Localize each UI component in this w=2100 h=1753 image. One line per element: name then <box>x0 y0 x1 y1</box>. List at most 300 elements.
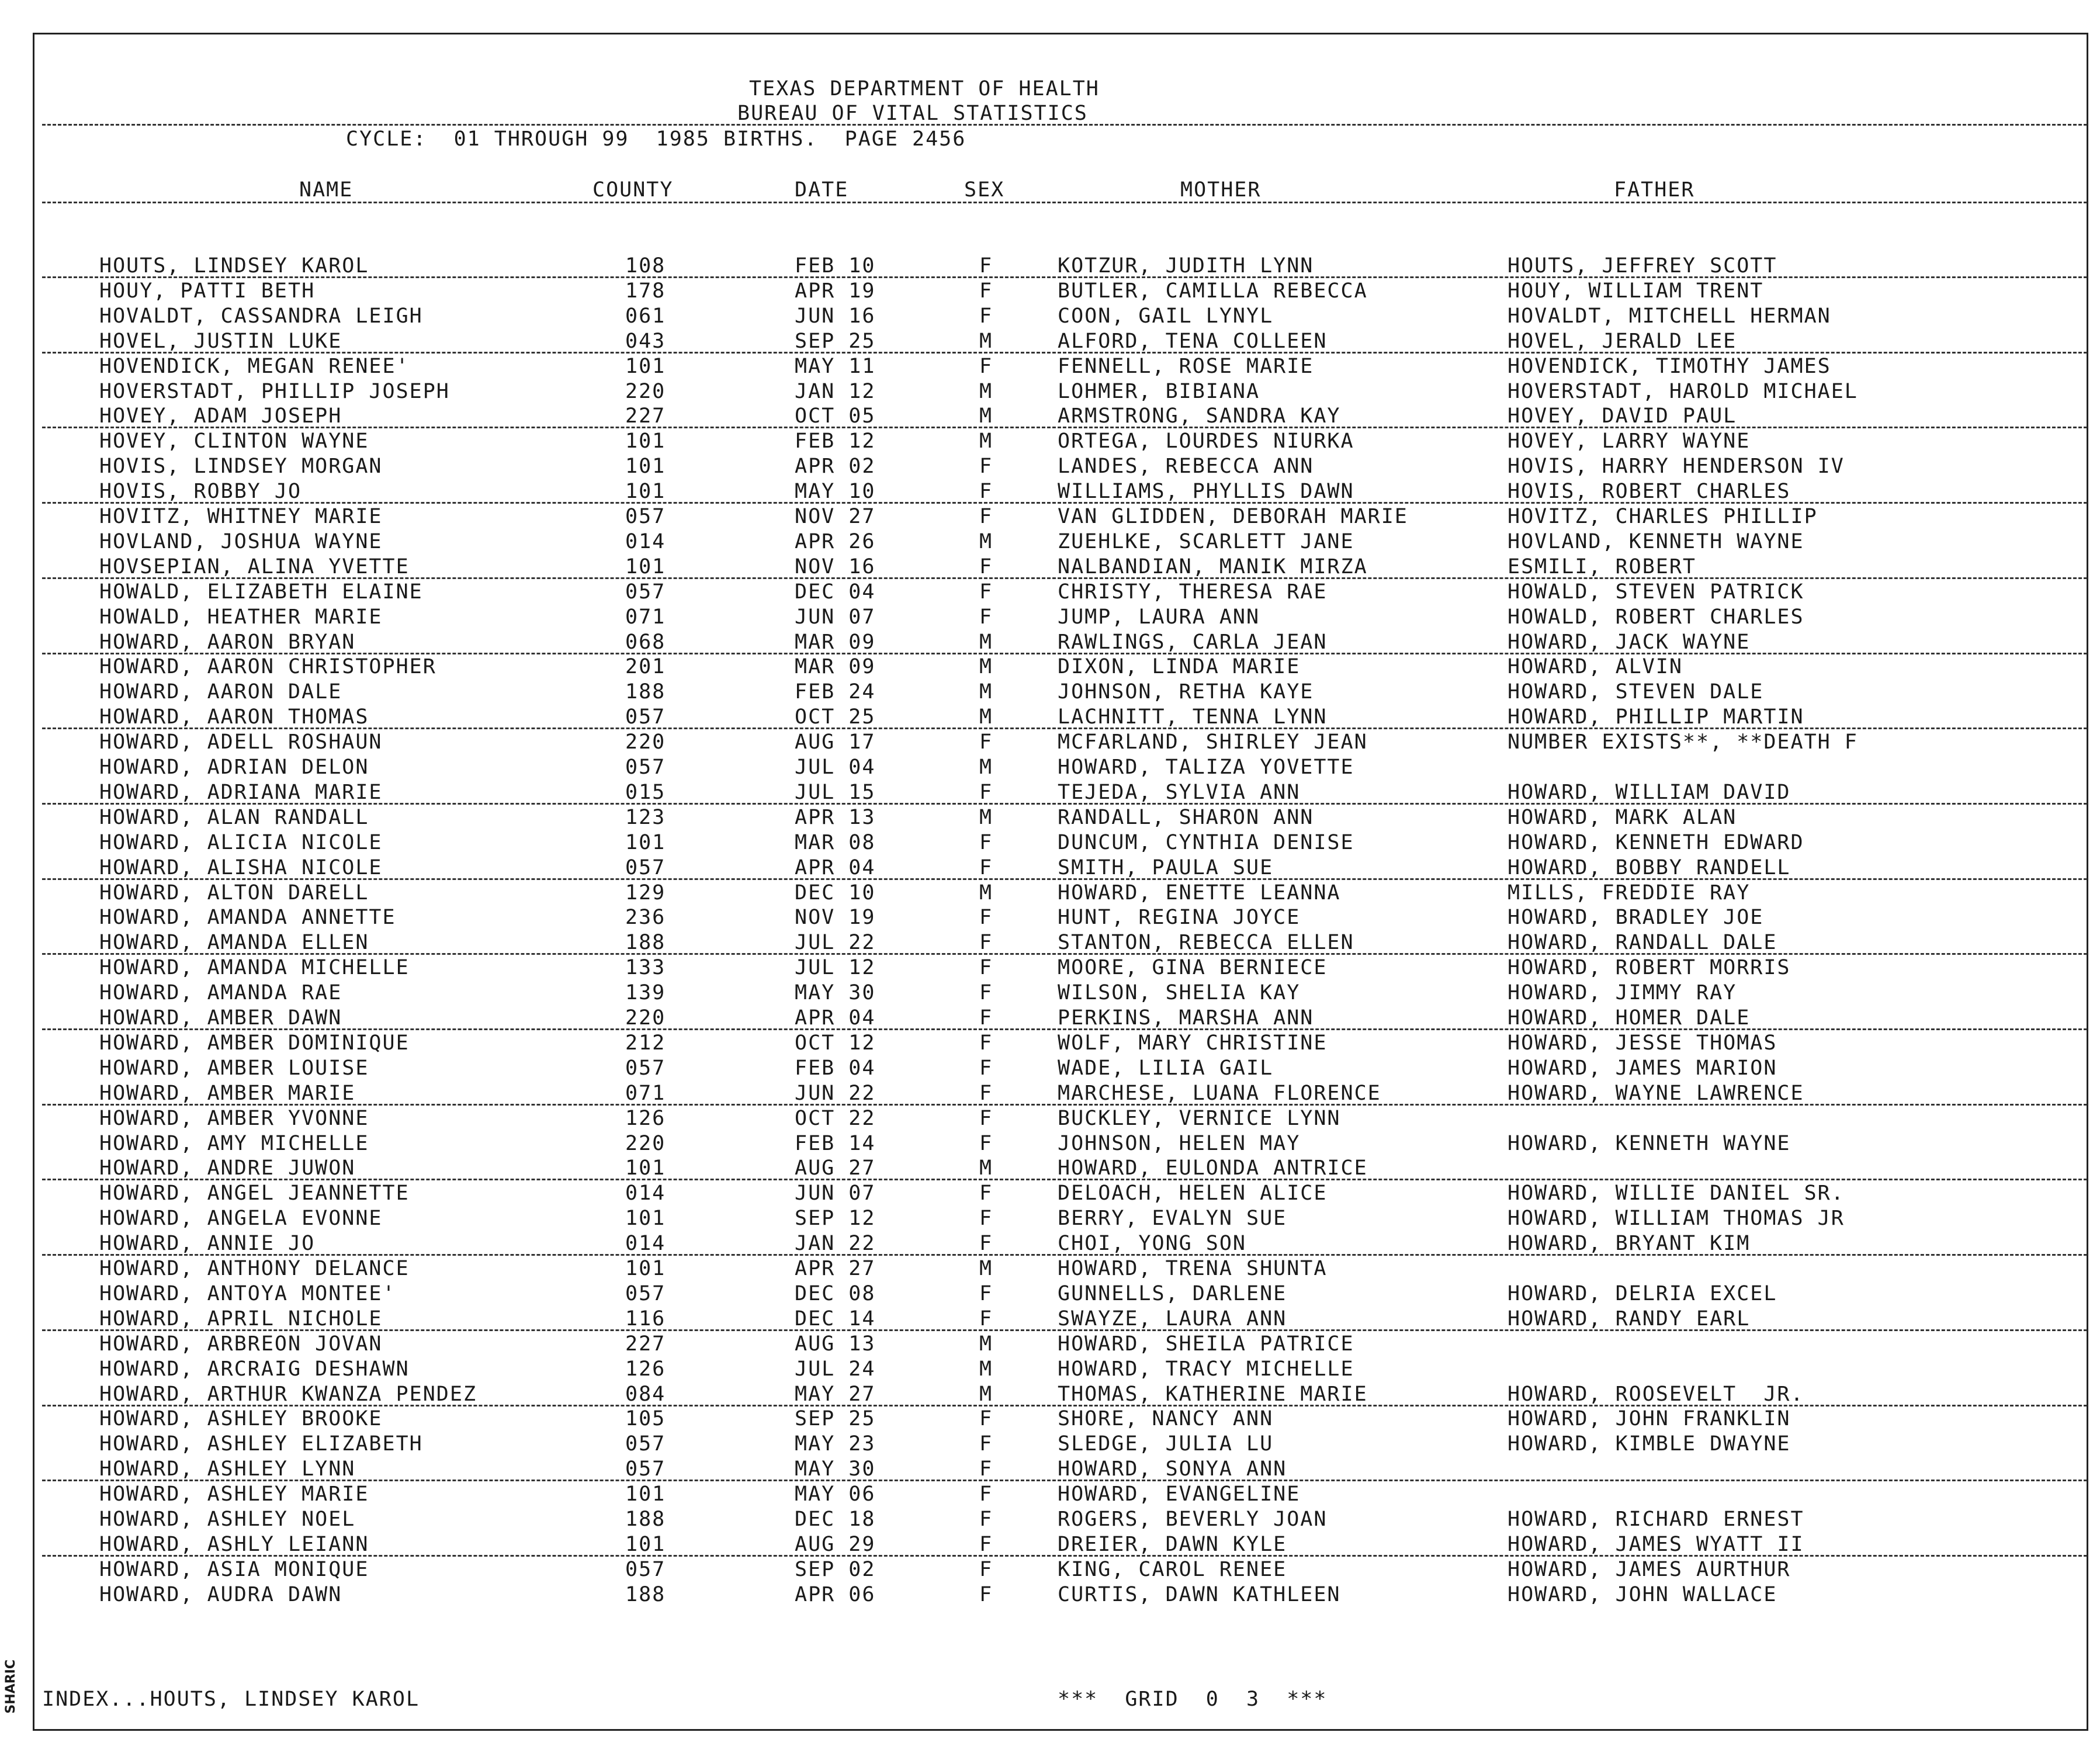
cell-mother: MOORE, GINA BERNIECE <box>1058 956 1328 980</box>
cell-date: MAY 11 <box>795 354 876 378</box>
cell-name: HOWARD, APRIL NICHOLE <box>99 1307 383 1331</box>
cell-county: 071 <box>625 605 666 629</box>
cell-county: 188 <box>625 931 666 955</box>
cell-mother: TEJEDA, SYLVIA ANN <box>1058 780 1301 804</box>
cell-mother: VAN GLIDDEN, DEBORAH MARIE <box>1058 505 1408 528</box>
cell-county: 101 <box>625 455 666 479</box>
cell-mother: WOLF, MARY CHRISTINE <box>1058 1031 1328 1055</box>
cell-name: HOVITZ, WHITNEY MARIE <box>99 505 383 528</box>
cell-sex: F <box>979 981 993 1005</box>
cell-county: 108 <box>625 254 666 278</box>
table-row <box>0 956 2100 981</box>
cell-sex: F <box>979 254 993 278</box>
cell-date: JUL 04 <box>795 756 876 779</box>
table-row <box>0 555 2100 580</box>
cell-sex: F <box>979 580 993 604</box>
cell-father: HOWARD, MARK ALAN <box>1508 805 1737 829</box>
cell-father: NUMBER EXISTS**, **DEATH F <box>1508 730 1858 754</box>
table-row <box>0 1282 2100 1307</box>
cell-county: 061 <box>625 304 666 328</box>
cell-mother: HOWARD, SHEILA PATRICE <box>1058 1332 1354 1356</box>
cell-mother: WILSON, SHELIA KAY <box>1058 981 1301 1005</box>
cell-county: 057 <box>625 1056 666 1080</box>
cell-mother: ARMSTRONG, SANDRA KAY <box>1058 404 1341 428</box>
column-header-rule <box>42 202 2087 203</box>
cell-mother: HOWARD, SONYA ANN <box>1058 1457 1287 1481</box>
cell-name: HOWARD, ALTON DARELL <box>99 881 369 905</box>
cell-sex: F <box>979 1407 993 1431</box>
cell-date: JUN 07 <box>795 1182 876 1205</box>
cell-name: HOWARD, ANGELA EVONNE <box>99 1207 383 1231</box>
cell-name: HOVENDICK, MEGAN RENEE' <box>99 354 410 378</box>
cell-father: HOWARD, RICHARD ERNEST <box>1508 1508 1804 1531</box>
cell-mother: ROGERS, BEVERLY JOAN <box>1058 1508 1328 1531</box>
table-row <box>0 404 2100 429</box>
agency-title: TEXAS DEPARTMENT OF HEALTH <box>749 77 1100 101</box>
cell-date: JUL 22 <box>795 931 876 955</box>
cycle-line: CYCLE: 01 THROUGH 99 1985 BIRTHS. PAGE 2456 <box>346 127 966 151</box>
cell-sex: M <box>979 529 993 553</box>
cell-date: NOV 16 <box>795 555 876 578</box>
cell-date: DEC 08 <box>795 1281 876 1305</box>
cell-date: AUG 13 <box>795 1332 876 1356</box>
cell-mother: HOWARD, TALIZA YOVETTE <box>1058 756 1354 779</box>
cell-name: HOVEL, JUSTIN LUKE <box>99 329 342 353</box>
cell-mother: KING, CAROL RENEE <box>1058 1557 1287 1581</box>
table-row <box>0 1056 2100 1082</box>
cell-name: HOWARD, ASHLY LEIANN <box>99 1532 369 1556</box>
cell-name: HOWARD, ANDRE JUWON <box>99 1156 356 1180</box>
cell-father: HOVIS, ROBERT CHARLES <box>1508 480 1791 504</box>
cell-father: HOWARD, JAMES AURTHUR <box>1508 1557 1791 1581</box>
cell-date: MAY 30 <box>795 1457 876 1481</box>
cell-county: 212 <box>625 1031 666 1055</box>
table-row <box>0 455 2100 480</box>
cell-date: JUN 22 <box>795 1081 876 1105</box>
cell-name: HOWARD, ALAN RANDALL <box>99 805 369 829</box>
cell-county: 101 <box>625 830 666 854</box>
cell-date: DEC 18 <box>795 1508 876 1531</box>
cell-name: HOWARD, ASHLEY BROOKE <box>99 1407 383 1431</box>
cell-name: HOWARD, AMBER DOMINIQUE <box>99 1031 410 1055</box>
cell-date: JUL 15 <box>795 780 876 804</box>
cell-name: HOWARD, ANGEL JEANNETTE <box>99 1182 410 1205</box>
cell-date: OCT 25 <box>795 705 876 729</box>
cell-father: HOWARD, KENNETH EDWARD <box>1508 830 1804 854</box>
cell-father: HOWARD, WAYNE LAWRENCE <box>1508 1081 1804 1105</box>
column-header-county: COUNTY <box>592 178 674 202</box>
cell-father: HOVITZ, CHARLES PHILLIP <box>1508 505 1818 528</box>
table-row <box>0 605 2100 630</box>
cell-date: MAY 06 <box>795 1482 876 1506</box>
cell-county: 057 <box>625 855 666 879</box>
cell-county: 101 <box>625 1532 666 1556</box>
cell-name: HOWARD, ANTHONY DELANCE <box>99 1257 410 1280</box>
cell-sex: F <box>979 279 993 303</box>
cell-sex: M <box>979 1382 993 1406</box>
cell-mother: BUCKLEY, VERNICE LYNN <box>1058 1106 1341 1130</box>
cell-mother: CHOI, YONG SON <box>1058 1232 1247 1256</box>
cell-father: HOUTS, JEFFREY SCOTT <box>1508 254 1777 278</box>
cell-county: 057 <box>625 580 666 604</box>
cell-county: 101 <box>625 354 666 378</box>
cell-date: APR 06 <box>795 1582 876 1606</box>
table-row <box>0 1132 2100 1157</box>
cell-father: HOWARD, KIMBLE DWAYNE <box>1508 1432 1791 1456</box>
cell-name: HOWARD, AMY MICHELLE <box>99 1131 369 1155</box>
cell-date: JAN 12 <box>795 379 876 403</box>
cell-name: HOVERSTADT, PHILLIP JOSEPH <box>99 379 450 403</box>
cell-county: 129 <box>625 881 666 905</box>
cell-sex: F <box>979 1457 993 1481</box>
table-row <box>0 1583 2100 1608</box>
cell-mother: DREIER, DAWN KYLE <box>1058 1532 1287 1556</box>
cell-date: JUN 16 <box>795 304 876 328</box>
table-row <box>0 480 2100 505</box>
cell-name: HOVLAND, JOSHUA WAYNE <box>99 529 383 553</box>
cell-mother: HOWARD, ENETTE LEANNA <box>1058 881 1341 905</box>
cell-county: 105 <box>625 1407 666 1431</box>
cell-mother: LANDES, REBECCA ANN <box>1058 455 1314 479</box>
cell-father: HOWARD, PHILLIP MARTIN <box>1508 705 1804 729</box>
cell-sex: F <box>979 1432 993 1456</box>
cell-mother: DELOACH, HELEN ALICE <box>1058 1182 1328 1205</box>
cell-father: HOVENDICK, TIMOTHY JAMES <box>1508 354 1831 378</box>
cell-mother: HOWARD, EULONDA ANTRICE <box>1058 1156 1368 1180</box>
cell-father: HOWARD, RANDALL DALE <box>1508 931 1777 955</box>
cell-father: ESMILI, ROBERT <box>1508 555 1697 578</box>
cell-county: 068 <box>625 630 666 654</box>
column-header-name: NAME <box>299 178 354 202</box>
cell-county: 057 <box>625 756 666 779</box>
cell-mother: WADE, LILIA GAIL <box>1058 1056 1274 1080</box>
cell-name: HOWARD, ADRIANA MARIE <box>99 780 383 804</box>
cell-name: HOWARD, ARTHUR KWANZA PENDEZ <box>99 1382 477 1406</box>
cell-sex: F <box>979 1582 993 1606</box>
cell-county: 227 <box>625 1332 666 1356</box>
table-row <box>0 1031 2100 1056</box>
cell-county: 101 <box>625 1482 666 1506</box>
cell-sex: M <box>979 705 993 729</box>
cell-county: 220 <box>625 1131 666 1155</box>
cell-date: APR 26 <box>795 529 876 553</box>
table-row <box>0 1407 2100 1432</box>
cell-county: 178 <box>625 279 666 303</box>
cell-date: DEC 04 <box>795 580 876 604</box>
table-row <box>0 1232 2100 1257</box>
cell-county: 057 <box>625 1281 666 1305</box>
cell-sex: M <box>979 404 993 428</box>
cell-name: HOWARD, AMBER YVONNE <box>99 1106 369 1130</box>
cell-father: HOWARD, JESSE THOMAS <box>1508 1031 1777 1055</box>
table-row <box>0 1332 2100 1357</box>
cell-name: HOVSEPIAN, ALINA YVETTE <box>99 555 410 578</box>
cell-mother: SMITH, PAULA SUE <box>1058 855 1274 879</box>
cell-name: HOWARD, ANTOYA MONTEE' <box>99 1281 396 1305</box>
cell-mother: ALFORD, TENA COLLEEN <box>1058 329 1328 353</box>
cell-name: HOVEY, CLINTON WAYNE <box>99 429 369 453</box>
table-row <box>0 1357 2100 1383</box>
cell-sex: F <box>979 1281 993 1305</box>
cell-county: 101 <box>625 1207 666 1231</box>
cell-name: HOWARD, AMANDA ELLEN <box>99 931 369 955</box>
cell-father: HOVEY, DAVID PAUL <box>1508 404 1737 428</box>
cell-date: AUG 17 <box>795 730 876 754</box>
cell-father: HOWARD, JAMES WYATT II <box>1508 1532 1804 1556</box>
cell-date: JUL 24 <box>795 1357 876 1381</box>
cell-county: 057 <box>625 705 666 729</box>
cell-county: 133 <box>625 956 666 980</box>
cell-date: FEB 14 <box>795 1131 876 1155</box>
cell-mother: CHRISTY, THERESA RAE <box>1058 580 1328 604</box>
cell-father: HOWARD, JIMMY RAY <box>1508 981 1737 1005</box>
cell-name: HOVALDT, CASSANDRA LEIGH <box>99 304 423 328</box>
cell-sex: F <box>979 780 993 804</box>
cell-date: APR 13 <box>795 805 876 829</box>
cell-name: HOUTS, LINDSEY KAROL <box>99 254 369 278</box>
cell-sex: F <box>979 1307 993 1331</box>
cell-mother: NALBANDIAN, MANIK MIRZA <box>1058 555 1368 578</box>
cell-county: 220 <box>625 730 666 754</box>
cell-name: HOVEY, ADAM JOSEPH <box>99 404 342 428</box>
cell-date: JUL 12 <box>795 956 876 980</box>
cell-sex: F <box>979 505 993 528</box>
cell-county: 188 <box>625 680 666 704</box>
cell-name: HOWARD, AARON BRYAN <box>99 630 356 654</box>
cell-name: HOWARD, ASHLEY LYNN <box>99 1457 356 1481</box>
table-row <box>0 906 2100 931</box>
table-row <box>0 630 2100 656</box>
cell-date: FEB 04 <box>795 1056 876 1080</box>
table-row <box>0 1457 2100 1482</box>
cell-sex: F <box>979 1557 993 1581</box>
cell-name: HOWARD, ADRIAN DELON <box>99 756 369 779</box>
cell-sex: F <box>979 855 993 879</box>
cell-mother: FENNELL, ROSE MARIE <box>1058 354 1314 378</box>
cell-county: 101 <box>625 1156 666 1180</box>
cell-father: MILLS, FREDDIE RAY <box>1508 881 1751 905</box>
table-row <box>0 330 2100 355</box>
table-row <box>0 1107 2100 1132</box>
table-row <box>0 279 2100 304</box>
cell-sex: F <box>979 931 993 955</box>
cell-mother: HOWARD, EVANGELINE <box>1058 1482 1301 1506</box>
table-row <box>0 931 2100 956</box>
cell-date: MAR 09 <box>795 655 876 679</box>
table-row <box>0 1182 2100 1207</box>
cell-name: HOWARD, AMANDA MICHELLE <box>99 956 410 980</box>
cell-mother: MARCHESE, LUANA FLORENCE <box>1058 1081 1381 1105</box>
header-rule <box>42 124 2087 126</box>
table-row <box>0 380 2100 405</box>
cell-sex: F <box>979 906 993 930</box>
table-row <box>0 304 2100 330</box>
cell-father: HOWARD, RANDY EARL <box>1508 1307 1751 1331</box>
table-row <box>0 881 2100 906</box>
table-row <box>0 1558 2100 1583</box>
cell-sex: M <box>979 756 993 779</box>
cell-county: 188 <box>625 1582 666 1606</box>
cell-county: 014 <box>625 1182 666 1205</box>
cell-county: 057 <box>625 1432 666 1456</box>
cell-date: NOV 19 <box>795 906 876 930</box>
cell-mother: RAWLINGS, CARLA JEAN <box>1058 630 1328 654</box>
table-row <box>0 1533 2100 1558</box>
cell-date: SEP 02 <box>795 1557 876 1581</box>
cell-sex: M <box>979 630 993 654</box>
cell-county: 188 <box>625 1508 666 1531</box>
cell-name: HOWARD, AMBER DAWN <box>99 1006 342 1030</box>
cell-county: 126 <box>625 1106 666 1130</box>
cell-name: HOWARD, ASIA MONIQUE <box>99 1557 369 1581</box>
table-row <box>0 530 2100 555</box>
cell-date: MAR 09 <box>795 630 876 654</box>
cell-name: HOWALD, HEATHER MARIE <box>99 605 383 629</box>
side-stamp: SHARIC <box>4 1660 18 1714</box>
cell-sex: F <box>979 1131 993 1155</box>
cell-county: 139 <box>625 981 666 1005</box>
cell-name: HOVIS, LINDSEY MORGAN <box>99 455 383 479</box>
cell-name: HOWARD, ASHLEY ELIZABETH <box>99 1432 423 1456</box>
cell-county: 126 <box>625 1357 666 1381</box>
cell-sex: F <box>979 730 993 754</box>
cell-father: HOWARD, DELRIA EXCEL <box>1508 1281 1777 1305</box>
cell-mother: THOMAS, KATHERINE MARIE <box>1058 1382 1368 1406</box>
cell-sex: F <box>979 1532 993 1556</box>
cell-name: HOWARD, AUDRA DAWN <box>99 1582 342 1606</box>
cell-sex: F <box>979 354 993 378</box>
cell-name: HOWARD, ALICIA NICOLE <box>99 830 383 854</box>
cell-county: 220 <box>625 379 666 403</box>
cell-mother: SHORE, NANCY ANN <box>1058 1407 1274 1431</box>
cell-county: 101 <box>625 429 666 453</box>
cell-date: AUG 27 <box>795 1156 876 1180</box>
cell-date: FEB 10 <box>795 254 876 278</box>
cell-father: HOWARD, STEVEN DALE <box>1508 680 1764 704</box>
table-row <box>0 254 2100 279</box>
cell-name: HOWARD, AMANDA ANNETTE <box>99 906 396 930</box>
cell-mother: HOWARD, TRACY MICHELLE <box>1058 1357 1354 1381</box>
table-row <box>0 505 2100 530</box>
cell-mother: HOWARD, TRENA SHUNTA <box>1058 1257 1328 1280</box>
cell-date: FEB 12 <box>795 429 876 453</box>
cell-county: 220 <box>625 1006 666 1030</box>
cell-county: 071 <box>625 1081 666 1105</box>
table-row <box>0 680 2100 705</box>
cell-date: SEP 12 <box>795 1207 876 1231</box>
cell-date: DEC 14 <box>795 1307 876 1331</box>
cell-name: HOWARD, ANNIE JO <box>99 1232 316 1256</box>
grid-footer: *** GRID 0 3 *** <box>1058 1688 1328 1711</box>
cell-county: 201 <box>625 655 666 679</box>
cell-sex: F <box>979 830 993 854</box>
cell-name: HOWARD, ARBREON JOVAN <box>99 1332 383 1356</box>
cell-mother: DUNCUM, CYNTHIA DENISE <box>1058 830 1354 854</box>
cell-county: 116 <box>625 1307 666 1331</box>
table-row <box>0 730 2100 756</box>
cell-date: OCT 22 <box>795 1106 876 1130</box>
cell-sex: F <box>979 956 993 980</box>
cell-sex: M <box>979 1332 993 1356</box>
cell-date: AUG 29 <box>795 1532 876 1556</box>
table-row <box>0 1482 2100 1508</box>
cell-father: HOWARD, BOBBY RANDELL <box>1508 855 1791 879</box>
cell-date: MAY 10 <box>795 480 876 504</box>
table-row <box>0 1156 2100 1182</box>
cell-county: 057 <box>625 505 666 528</box>
table-row <box>0 781 2100 806</box>
cell-mother: DIXON, LINDA MARIE <box>1058 655 1301 679</box>
bureau-title: BUREAU OF VITAL STATISTICS <box>737 102 1088 125</box>
cell-sex: F <box>979 1232 993 1256</box>
cell-date: DEC 10 <box>795 881 876 905</box>
table-row <box>0 705 2100 730</box>
cell-mother: SLEDGE, JULIA LU <box>1058 1432 1274 1456</box>
column-header-mother: MOTHER <box>1180 178 1262 202</box>
cell-father: HOWARD, KENNETH WAYNE <box>1508 1131 1791 1155</box>
cell-father: HOWARD, HOMER DALE <box>1508 1006 1751 1030</box>
cell-sex: M <box>979 1357 993 1381</box>
cell-name: HOWARD, AARON THOMAS <box>99 705 369 729</box>
cell-name: HOVIS, ROBBY JO <box>99 480 302 504</box>
table-row <box>0 756 2100 781</box>
cell-name: HOWARD, AMANDA RAE <box>99 981 342 1005</box>
cell-father: HOWARD, BRYANT KIM <box>1508 1232 1751 1256</box>
cell-name: HOUY, PATTI BETH <box>99 279 316 303</box>
cell-father: HOVEY, LARRY WAYNE <box>1508 429 1751 453</box>
cell-mother: PERKINS, MARSHA ANN <box>1058 1006 1314 1030</box>
cell-sex: F <box>979 480 993 504</box>
table-row <box>0 655 2100 680</box>
cell-county: 014 <box>625 1232 666 1256</box>
cell-name: HOWARD, ARCRAIG DESHAWN <box>99 1357 410 1381</box>
cell-county: 043 <box>625 329 666 353</box>
cell-father: HOWARD, WILLIAM THOMAS JR <box>1508 1207 1845 1231</box>
cell-county: 014 <box>625 529 666 553</box>
cell-name: HOWARD, ADELL ROSHAUN <box>99 730 383 754</box>
table-row <box>0 981 2100 1006</box>
cell-mother: KOTZUR, JUDITH LYNN <box>1058 254 1314 278</box>
cell-father: HOUY, WILLIAM TRENT <box>1508 279 1764 303</box>
cell-county: 084 <box>625 1382 666 1406</box>
cell-sex: M <box>979 655 993 679</box>
cell-sex: F <box>979 605 993 629</box>
cell-father: HOWARD, JOHN FRANKLIN <box>1508 1407 1791 1431</box>
cell-father: HOWARD, BRADLEY JOE <box>1508 906 1764 930</box>
cell-mother: BERRY, EVALYN SUE <box>1058 1207 1287 1231</box>
cell-county: 123 <box>625 805 666 829</box>
table-row <box>0 1207 2100 1232</box>
cell-date: MAY 30 <box>795 981 876 1005</box>
table-row <box>0 1257 2100 1282</box>
cell-date: APR 27 <box>795 1257 876 1280</box>
cell-father: HOWARD, JOHN WALLACE <box>1508 1582 1777 1606</box>
cell-father: HOWARD, ROOSEVELT JR. <box>1508 1382 1804 1406</box>
cell-date: APR 02 <box>795 455 876 479</box>
table-row <box>0 856 2100 881</box>
cell-father: HOWALD, ROBERT CHARLES <box>1508 605 1804 629</box>
cell-mother: LOHMER, BIBIANA <box>1058 379 1260 403</box>
cell-mother: HUNT, REGINA JOYCE <box>1058 906 1301 930</box>
column-header-date: DATE <box>795 178 849 202</box>
cell-name: HOWARD, AMBER MARIE <box>99 1081 356 1105</box>
cell-mother: COON, GAIL LYNYL <box>1058 304 1274 328</box>
cell-father: HOVLAND, KENNETH WAYNE <box>1508 529 1804 553</box>
cell-county: 015 <box>625 780 666 804</box>
cell-father: HOWARD, ROBERT MORRIS <box>1508 956 1791 980</box>
cell-sex: F <box>979 304 993 328</box>
table-row <box>0 1006 2100 1031</box>
